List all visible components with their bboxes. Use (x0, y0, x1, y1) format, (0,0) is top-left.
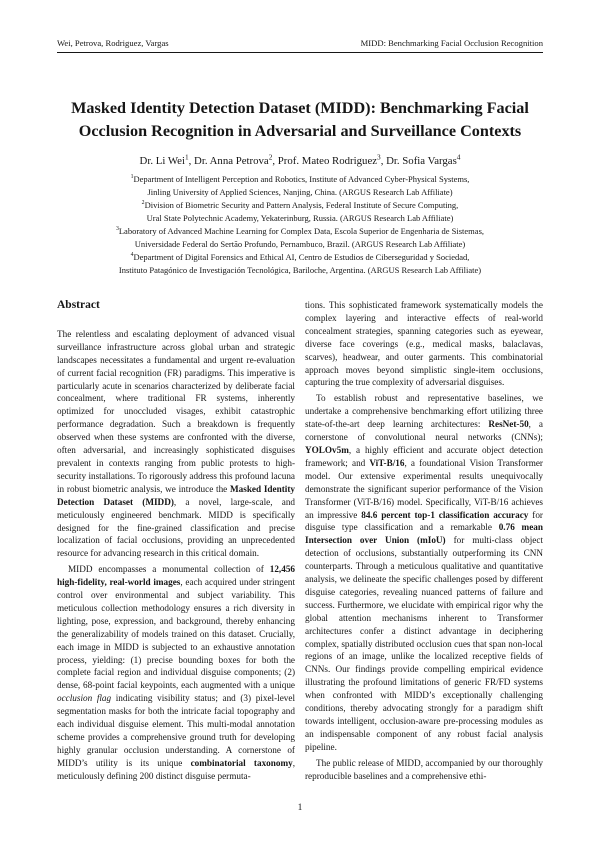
abstract-paragraph-5: The public release of MIDD, accompanied by our thoroughly reproducible baselines and a comprehensive ethi- (305, 757, 543, 781)
column-right (305, 299, 543, 786)
abstract-heading: Abstract (57, 299, 100, 311)
affiliation-line-8: Instituto Patagónico de Investigación Tecnológica, Bariloche, Argentina. (ARGUS Research Lab Affiliate) (118, 265, 482, 275)
running-header-authors: Wei, Petrova, Rodriguez, Vargas (57, 38, 169, 48)
affiliation-line-2: Jinling University of Applied Sciences, Nanjing, China. (ARGUS Research Lab Affiliate) (147, 187, 453, 197)
abstract-paragraph-3: tions. This sophisticated framework systematically models the complex layering and interactive effects of real-world concealment strategies, spanning categories such as eyewear, diverse face coverings (e.g., medical masks, balaclavas, scarves), headwear, and outer garments. This combinatorial approach moves beyond simplistic single-item occlusions, capturing the true complexity of adversarial disguises. (305, 300, 543, 388)
affiliation-line-7: $^4$Department of Digital Forensics and Ethical AI, Centro de Estudios de Ciberseguridad y Sociedad, (130, 252, 470, 262)
affiliation-line-6: Universidade Federal do Sertão Profundo, Pernambuco, Brazil. (ARGUS Research Lab Affiliate) (134, 239, 466, 249)
column-left (57, 299, 295, 786)
abstract-paragraph-4: To establish robust and representative baselines, we undertake a comprehensive benchmarking effort utilizing three state-of-the-art deep learning architectures: ResNet-50, a cornerstone of convolutional neural networks (CNNs); YOLOv5m, a highly efficient and accurate object detection framework; and ViT-B/16, a foundational Vision Transformer model. Our extensive experimental results unequivocally demonstrate the significant superior performance of the Vision Transformer (ViT-B/16) model. Specifically, ViT-B/16 achieves an impressive 84.6 percent top-1 classification accuracy for disguise type classification and a remarkable 0.76 mean Intersection over Union (mIoU) for multi-class object detection of occlusions, substantially outperforming its CNN counterparts. Through a meticulous qualitative and quantitative analysis, we delineate the specific challenges posed by different disguise categories, revealing nuanced patterns of failure and success. Furthermore, we elucidate with empirical rigor why the global attention mechanisms inherent to Transformer architectures confer a distinct advantage in deciphering complex, spatially distributed occlusion cues that span non-local regions of an image, unlike the localized receptive fields of CNNs. Our findings provide compelling empirical evidence illustrating the profound limitations of generic FR/FD systems when confronted with MIDD’s exceptionally challenging conditions, thereby advocating strongly for a paradigm shift towards intelligent, occlusion-aware pre-processing modules as an indispensable component of any robust facial analysis pipeline. (305, 393, 544, 752)
abstract-paragraph-2: MIDD encompasses a monumental collection of 12,456 high-fidelity, real-world images, each acquired under stringent control over environmental and subject variability. This meticulous collection methodology ensures a rich diversity in lighting, pose, expression, and background, thereby enhancing the generalizability of models trained on this dataset. Crucially, each image in MIDD is subjected to an exhaustive annotation process, yielding: (1) precise bounding boxes for both the complete facial region and individual disguise components; (2) dense, 68-point facial keypoints, each augmented with a unique occlusion flag indicating visibility status; and (3) pixel-level segmentation masks for both the intricate facial topography and each individual disguise element. This multi-modal annotation scheme provides a comprehensive ground truth for developing highly granular occlusion understanding. A cornerstone of MIDD’s utility is its unique combinatorial taxonomy, meticulously defining 200 distinct disguise permuta- (57, 564, 296, 781)
page-number: 1 (297, 803, 303, 813)
affiliation-line-4: Ural State Polytechnic Academy, Yekaterinburg, Russia. (ARGUS Research Lab Affiliate) (146, 213, 454, 223)
body-columns (57, 299, 543, 786)
running-header-title: MIDD: Benchmarking Facial Occlusion Recognition (360, 38, 543, 48)
abstract-paragraph-1: The relentless and escalating deployment of advanced visual surveillance infrastructure across global urban and strategic landscapes necessitates a fundamental and urgent re-evaluation of current facial recognition (FR) paradigms. This imperative is particularly acute in scenarios characterized by deliberate facial concealment, where traditional FR systems, inherently optimized for unoccluded visages, exhibit catastrophic performance degradation. Such a breakdown is frequently observed when these systems are confronted with the diverse, often adversarial, and increasingly sophisticated disguises prevalent in contexts ranging from public protests to high-security installations. To rigorously address this profound lacuna in robust biometric analysis, we introduce the Masked Identity Detection Dataset (MIDD), a novel, large-scale, and meticulously engineered benchmark. MIDD is specifically designed for the fine-grained classification and precise localization of facial occlusions, providing an unprecedented resource for advancing research in this critical domain. (57, 328, 296, 559)
authors-line: Dr. Li Wei$^1$, Dr. Anna Petrova$^2$, Prof. Mateo Rodriguez$^3$, Dr. Sofia Vargas$^4$ (139, 152, 461, 167)
affiliation-line-5: $^3$Laboratory of Advanced Machine Learning for Complex Data, Escola Superior de Engenharia de Sistemas, (115, 226, 485, 236)
paper-title: Masked Identity Detection Dataset (MIDD): Benchmarking Facial Occlusion Recognition in Adversarial and Surveillance Contexts (71, 99, 529, 140)
affiliation-line-3: $^2$Division of Biometric Security and Pattern Analysis, Federal Institute of Secure Computing, (141, 200, 459, 210)
affiliation-line-1: $^1$Department of Intelligent Perception and Robotics, Institute of Advanced Cyber-Physical Systems, (130, 174, 470, 184)
affiliations-block (57, 173, 543, 277)
running-header (57, 38, 543, 53)
